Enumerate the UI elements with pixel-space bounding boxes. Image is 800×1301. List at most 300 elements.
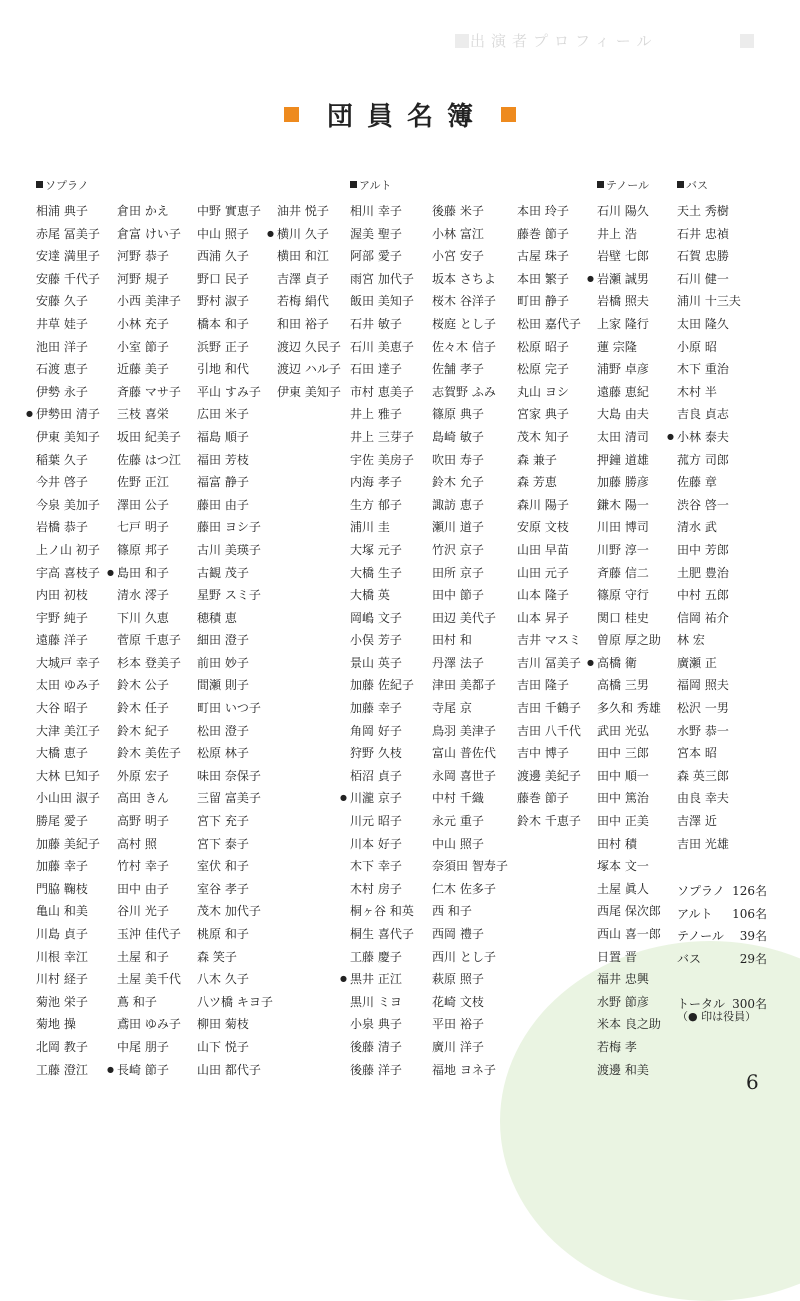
member-name: 今井 啓子 (36, 475, 88, 490)
member-name: 宇佐 美房子 (350, 452, 414, 467)
total-row (677, 880, 767, 903)
member-name: 細田 澄子 (197, 633, 249, 648)
member-name: 阿部 愛子 (350, 249, 402, 264)
member-name: 浦野 卓彦 (597, 362, 649, 377)
total-label: トータル (677, 996, 726, 1011)
member-name: 斉藤 信二 (597, 565, 649, 580)
member-name: 室谷 孝子 (197, 881, 249, 896)
member-name: 山田 早苗 (517, 542, 569, 557)
member-name: 澤田 公子 (117, 497, 169, 512)
member-name: 小西 美津子 (117, 294, 181, 309)
member-name: 鈴木 美佐子 (117, 746, 181, 761)
member-name: 中尾 朋子 (117, 1039, 169, 1054)
member-name: 篠原 守行 (597, 588, 649, 603)
member-name: 川野 淳一 (597, 542, 649, 557)
member-name: 宮本 昭 (677, 746, 717, 761)
member-name: 田辺 美代子 (432, 610, 496, 625)
member-name: 奈須田 智寿子 (432, 859, 508, 874)
member-name: 黒川 ミヨ (350, 994, 402, 1009)
member-name: 桐生 喜代子 (350, 927, 414, 941)
member-name: 木下 重治 (677, 362, 729, 377)
member-name: 本田 玲子 (517, 204, 569, 218)
member-name: 桜庭 とし子 (432, 316, 496, 331)
member-name: 八木 久子 (197, 972, 249, 987)
page-title: 団員名簿 (0, 96, 800, 133)
total-count: 39名 (739, 929, 767, 944)
member-name: 福富 静子 (197, 475, 249, 490)
member-name: 田中 三郎 (597, 746, 649, 761)
member-name: 蓮 宗隆 (597, 339, 637, 354)
member-name: 小泉 典子 (350, 1017, 402, 1032)
member-name: 渋谷 啓一 (677, 497, 729, 512)
member-name: 萩原 照子 (432, 972, 484, 987)
bleed-through-title: 出演者プロフィール (470, 32, 658, 50)
member-name: 竹沢 京子 (432, 542, 484, 557)
member-name: 外原 宏子 (117, 768, 169, 783)
member-name: 丹澤 法子 (432, 655, 484, 670)
total-count: 106名 (732, 906, 767, 921)
member-name: 田村 積 (597, 836, 637, 851)
member-name: 小原 昭 (677, 339, 717, 354)
member-name: 大津 美江子 (36, 723, 100, 738)
member-name: 森 英三郎 (677, 768, 729, 783)
member-name: 柳田 菊枝 (197, 1017, 249, 1032)
member-name: 広田 米子 (197, 407, 249, 422)
member-name: 岩橋 恭子 (36, 520, 88, 535)
member-name: 竹村 幸子 (117, 859, 169, 874)
member-name: 山田 元子 (517, 565, 569, 580)
total-row (677, 948, 767, 971)
member-name: 田中 正美 (597, 814, 649, 829)
member-name: 岩橋 照夫 (597, 294, 649, 309)
member-name: ● 島田 和子 (117, 562, 181, 585)
member-name: 清水 武 (677, 520, 717, 535)
member-name: 油井 悦子 (277, 204, 329, 218)
member-name: ● 横川 久子 (277, 223, 341, 246)
member-name: 志賀野 ふみ (432, 384, 496, 399)
total-row (677, 925, 767, 948)
member-name: 桜木 谷洋子 (432, 294, 496, 309)
member-name: 安原 文枝 (517, 520, 569, 535)
member-name: 藤巻 節子 (517, 791, 569, 806)
member-name: 吉澤 貞子 (277, 271, 329, 286)
member-name: 佐舗 孝子 (432, 362, 484, 377)
member-name: 土肥 豊治 (677, 565, 729, 580)
member-name: 坂田 紀美子 (117, 429, 181, 444)
member-name: 小俣 芳子 (350, 633, 402, 648)
member-name: 横田 和江 (277, 249, 329, 264)
member-name: 味田 奈保子 (197, 768, 261, 783)
member-name: 菊池 栄子 (36, 994, 88, 1009)
member-name: 鈴木 任子 (117, 701, 169, 716)
member-name: 福島 順子 (197, 429, 249, 444)
total-label: バス (677, 951, 702, 966)
page-number: 6 (746, 1070, 759, 1094)
member-name: 相浦 典子 (36, 204, 88, 218)
member-name: 花崎 文枝 (432, 994, 484, 1009)
member-name: 塚本 文一 (597, 859, 649, 874)
ghost-square-right (740, 34, 754, 48)
member-name: 中村 千織 (432, 791, 484, 806)
column-tenor (597, 200, 661, 1081)
member-name: 七戸 明子 (117, 520, 169, 535)
member-name: 木村 房子 (350, 881, 402, 896)
member-name: 岡嶋 文子 (350, 610, 402, 625)
member-name: 太田 清司 (597, 429, 649, 444)
member-name: 宮下 泰子 (197, 836, 249, 851)
member-name: 関口 桂史 (597, 610, 649, 625)
member-name: 栢沼 貞子 (350, 768, 402, 783)
member-name: 林 宏 (677, 633, 705, 648)
member-totals (677, 880, 767, 1016)
member-name: 多久和 秀雄 (597, 701, 661, 716)
member-name: 後藤 清子 (350, 1039, 402, 1054)
member-name: 宮家 典子 (517, 407, 569, 422)
member-name: 藤田 ヨシ子 (197, 520, 261, 535)
member-name: 小宮 安子 (432, 249, 484, 264)
member-name: 伊東 美知子 (36, 429, 100, 444)
member-name: 工藤 澄江 (36, 1062, 88, 1077)
member-name: 清水 澪子 (117, 588, 169, 603)
member-name: 吉田 光雄 (677, 836, 729, 851)
member-name: 工藤 慶子 (350, 949, 402, 964)
member-name: 松原 林子 (197, 746, 249, 761)
member-name: 諏訪 恵子 (432, 497, 484, 512)
member-name: 亀山 和美 (36, 904, 88, 919)
member-name: 雨宮 加代子 (350, 271, 414, 286)
member-name: 高田 きん (117, 791, 169, 806)
member-name: 山下 悦子 (197, 1039, 249, 1054)
member-name: 石井 敏子 (350, 316, 402, 331)
member-name: 武田 光弘 (597, 723, 649, 738)
member-name: 松田 嘉代子 (517, 316, 581, 331)
member-name: 川村 経子 (36, 972, 88, 987)
member-name: 川田 博司 (597, 520, 649, 535)
total-label: テノール (677, 929, 724, 944)
member-name: 北岡 教子 (36, 1039, 88, 1054)
member-name: 石賀 忠勝 (677, 249, 729, 264)
member-name: 中山 照子 (197, 226, 249, 241)
member-name: 田中 芳郎 (677, 542, 729, 557)
member-name: 角岡 好子 (350, 723, 402, 738)
total-label: ソプラノ (677, 884, 725, 898)
member-name: 森川 陽子 (517, 497, 569, 512)
section-tenor: テノール (597, 177, 649, 193)
column-soprano-3 (197, 200, 273, 1081)
officer-note: （● 印は役員） (677, 1010, 757, 1023)
member-name: 西川 とし子 (432, 949, 496, 964)
member-name: 宇野 純子 (36, 610, 88, 625)
member-name: 田中 由子 (117, 881, 169, 896)
member-name: 松沢 一男 (677, 701, 729, 716)
member-name: 佐野 正江 (117, 475, 169, 490)
member-name: 西岡 禮子 (432, 927, 484, 941)
member-name: 平田 裕子 (432, 1017, 484, 1032)
member-name: 古川 美瑛子 (197, 542, 261, 557)
member-name: 相川 幸子 (350, 204, 402, 218)
member-name: 西浦 久子 (197, 249, 249, 264)
member-name: 鈴木 千恵子 (517, 814, 581, 829)
ghost-square-left (455, 34, 469, 48)
column-bass (677, 200, 741, 855)
member-name: 菰方 司郎 (677, 452, 729, 467)
column-alto-1 (350, 200, 414, 1081)
member-name: 谷川 光子 (117, 904, 169, 919)
member-name: 桃原 和子 (197, 927, 249, 941)
member-name: 吉澤 近 (677, 814, 717, 829)
member-name: 河野 規子 (117, 271, 169, 286)
member-name: 小室 節子 (117, 339, 169, 354)
member-name: 間瀬 則子 (197, 678, 249, 693)
member-name: 伊勢 永子 (36, 384, 88, 399)
member-name: 倉富 けい子 (117, 226, 181, 241)
member-name: 水野 恭一 (677, 723, 729, 738)
member-name: 西尾 保次郎 (597, 904, 661, 919)
member-name: 森 笑子 (197, 949, 237, 964)
member-name: 田中 節子 (432, 588, 484, 603)
member-name: 安藤 千代子 (36, 271, 100, 286)
member-name: 渡辺 ハル子 (277, 362, 341, 377)
member-name: 大林 巳知子 (36, 768, 100, 783)
member-name: 石川 健一 (677, 271, 729, 286)
member-name: 斉藤 マサ子 (117, 384, 181, 399)
member-name: 岩壁 七郎 (597, 249, 649, 264)
member-name: 鎌木 陽一 (597, 497, 649, 512)
member-name: ● 伊勢田 清子 (36, 403, 100, 426)
member-name: 中野 實恵子 (197, 204, 261, 218)
member-name: 和田 裕子 (277, 316, 329, 331)
member-name: 安達 満里子 (36, 249, 100, 264)
member-name: 川島 貞子 (36, 927, 88, 941)
member-name: 近藤 美子 (117, 362, 169, 377)
member-name: 引地 和代 (197, 362, 249, 377)
orange-square-right (501, 107, 516, 122)
member-name: 宮下 充子 (197, 814, 249, 829)
member-name: 森 兼子 (517, 452, 557, 467)
member-name: 古観 茂子 (197, 565, 249, 580)
member-name: ● 黒井 正江 (350, 968, 414, 991)
member-name: 門脇 鞠枝 (36, 881, 88, 896)
member-name: 松田 澄子 (197, 723, 249, 738)
member-name: 藤田 由子 (197, 497, 249, 512)
member-name: 福井 忠興 (597, 972, 649, 987)
member-name: 田中 順一 (597, 768, 649, 783)
member-name: 西山 喜一郎 (597, 927, 661, 941)
member-name: 上家 隆行 (597, 316, 649, 331)
member-name: 茂木 知子 (517, 429, 569, 444)
member-name: 田中 篤治 (597, 791, 649, 806)
member-name: 加藤 佐紀子 (350, 678, 414, 693)
member-name: 丸山 ヨシ (517, 384, 569, 399)
column-alto-2 (432, 200, 508, 1081)
member-name: 池田 洋子 (36, 339, 88, 354)
orange-square-left (284, 107, 299, 122)
member-name: 石田 達子 (350, 362, 402, 377)
member-name: 橋本 和子 (197, 316, 249, 331)
member-name: 篠原 典子 (432, 407, 484, 422)
member-name: 杉本 登美子 (117, 655, 181, 670)
member-name: 森 芳恵 (517, 475, 557, 490)
member-name: 町田 いつ子 (197, 701, 261, 716)
member-name: 下川 久恵 (117, 610, 169, 625)
member-name: 稲葉 久子 (36, 452, 88, 467)
member-name: 勝尾 愛子 (36, 814, 88, 829)
member-name: 狩野 久枝 (350, 746, 402, 761)
member-name: 井上 浩 (597, 226, 637, 241)
member-name: 福田 芳枝 (197, 452, 249, 467)
member-name: 八ツ橋 キヨ子 (197, 994, 273, 1009)
member-name: 太田 隆久 (677, 316, 729, 331)
member-name: 内田 初枝 (36, 588, 88, 603)
member-name: 中村 五郎 (677, 588, 729, 603)
member-name: 吉川 冨美子 (517, 655, 581, 670)
member-name: 渡辺 久民子 (277, 339, 341, 354)
column-soprano-2 (117, 200, 181, 1081)
member-name: ● 小林 泰夫 (677, 426, 741, 449)
member-name: 福岡 照夫 (677, 678, 729, 693)
member-name: 曽原 厚之助 (597, 633, 661, 648)
member-name: 浜野 正子 (197, 339, 249, 354)
member-name: 加藤 幸子 (350, 701, 402, 716)
member-name: 大橋 生子 (350, 565, 402, 580)
member-name: 赤尾 冨美子 (36, 226, 100, 241)
member-name: 鈴木 允子 (432, 475, 484, 490)
member-name: 山本 隆子 (517, 588, 569, 603)
member-name: 永岡 喜世子 (432, 768, 496, 783)
member-name: 大橋 恵子 (36, 746, 88, 761)
member-name: 加藤 勝彦 (597, 475, 649, 490)
member-name: ● 高橋 衛 (597, 652, 661, 675)
member-name: 野口 民子 (197, 271, 249, 286)
member-name: 廣瀬 正 (677, 655, 717, 670)
member-name: 若梅 孝 (597, 1039, 637, 1054)
member-name: 寺尾 京 (432, 701, 472, 716)
member-name: 鳥羽 美津子 (432, 723, 496, 738)
member-name: 篠原 邦子 (117, 542, 169, 557)
member-name: 田村 和 (432, 633, 472, 648)
member-name: 三留 富美子 (197, 791, 261, 806)
member-name: 津田 美都子 (432, 678, 496, 693)
member-name: 桐ヶ谷 和英 (350, 904, 414, 919)
member-name: 吉井 マスミ (517, 633, 581, 648)
member-name: 高橋 三男 (597, 678, 649, 693)
member-name: 石川 美恵子 (350, 339, 414, 354)
member-name: ● 川瀧 京子 (350, 787, 414, 810)
member-name: 土屋 和子 (117, 949, 169, 964)
member-name: 伊東 美知子 (277, 384, 341, 399)
member-name: 井上 三芽子 (350, 429, 414, 444)
member-name: 信岡 祐介 (677, 610, 729, 625)
member-name: 藤巻 節子 (517, 226, 569, 241)
member-name: 山本 昇子 (517, 610, 569, 625)
member-name: 吉田 八千代 (517, 723, 581, 738)
member-name: 景山 英子 (350, 655, 402, 670)
member-name: 廣川 洋子 (432, 1039, 484, 1054)
total-row (677, 903, 767, 926)
member-name: 木下 幸子 (350, 859, 402, 874)
member-name: 井草 娃子 (36, 316, 88, 331)
member-name: 大島 由夫 (597, 407, 649, 422)
member-name: 遠藤 恵紀 (597, 384, 649, 399)
member-name: 松原 昭子 (517, 339, 569, 354)
member-name: 大塚 元子 (350, 542, 402, 557)
member-name: ● 長崎 節子 (117, 1059, 181, 1082)
member-name: 加藤 美紀子 (36, 836, 100, 851)
member-name: 上ノ山 初子 (36, 542, 100, 557)
section-alto: アルト (350, 177, 392, 193)
section-bass: バス (677, 177, 708, 193)
member-name: 山田 都代子 (197, 1062, 261, 1077)
member-name: 渡邊 和美 (597, 1062, 649, 1077)
member-name: 土屋 眞人 (597, 881, 649, 896)
member-name: 浦川 圭 (350, 520, 390, 535)
member-name: 田所 京子 (432, 565, 484, 580)
column-alto-3 (517, 200, 581, 833)
member-name: 水野 節彦 (597, 994, 649, 1009)
member-name: 石渡 恵子 (36, 362, 88, 377)
member-name: 河野 恭子 (117, 249, 169, 264)
member-name: 生方 郁子 (350, 497, 402, 512)
member-name: 蔦 和子 (117, 994, 157, 1009)
member-name: 木村 半 (677, 384, 717, 399)
member-name: 石井 忠禎 (677, 226, 729, 241)
member-name: 吉田 隆子 (517, 678, 569, 693)
member-name: 大橋 英 (350, 588, 390, 603)
member-name: 吉田 千鶴子 (517, 701, 581, 716)
member-name: 川根 幸江 (36, 949, 88, 964)
member-name: 吉良 貞志 (677, 407, 729, 422)
total-label: アルト (677, 906, 713, 921)
member-name: 吉中 博子 (517, 746, 569, 761)
member-name: 天土 秀樹 (677, 204, 729, 218)
member-name: 佐藤 はつ江 (117, 452, 181, 467)
member-name: 永元 重子 (432, 814, 484, 829)
member-name: 菊地 操 (36, 1017, 76, 1032)
member-name: 川本 好子 (350, 836, 402, 851)
member-name: 押鐘 道雄 (597, 452, 649, 467)
member-name: 大谷 昭子 (36, 701, 88, 716)
member-name: 菅原 千恵子 (117, 633, 181, 648)
member-name: 松原 完子 (517, 362, 569, 377)
member-name: 内海 孝子 (350, 475, 402, 490)
member-name: 由良 幸夫 (677, 791, 729, 806)
total-count: 29名 (739, 951, 767, 966)
member-name: 中山 照子 (432, 836, 484, 851)
member-name: 鳶田 ゆみ子 (117, 1017, 181, 1032)
member-name: 福地 ヨネ子 (432, 1062, 496, 1077)
column-soprano-4 (277, 200, 341, 403)
member-name: 川元 昭子 (350, 814, 402, 829)
member-name: 後藤 米子 (432, 204, 484, 218)
member-name: 安藤 久子 (36, 294, 88, 309)
member-name: 室伏 和子 (197, 859, 249, 874)
member-name: 鈴木 紀子 (117, 723, 169, 738)
total-count: 126名 (732, 884, 767, 898)
member-name: 吹田 寿子 (432, 452, 484, 467)
member-name: 高村 照 (117, 836, 157, 851)
member-name: 佐藤 章 (677, 475, 717, 490)
member-name: 玉沖 佳代子 (117, 927, 181, 941)
section-soprano: ソプラノ (36, 177, 89, 193)
member-name: ● 岩瀬 誠男 (597, 268, 661, 291)
member-name: 西 和子 (432, 904, 472, 919)
member-name: 米本 良之助 (597, 1017, 661, 1032)
member-name: 野村 淑子 (197, 294, 249, 309)
member-name: 渥美 聖子 (350, 226, 402, 241)
member-name: 瀬川 道子 (432, 520, 484, 535)
member-name: 仁木 佐多子 (432, 881, 496, 896)
member-name: 鈴木 公子 (117, 678, 169, 693)
